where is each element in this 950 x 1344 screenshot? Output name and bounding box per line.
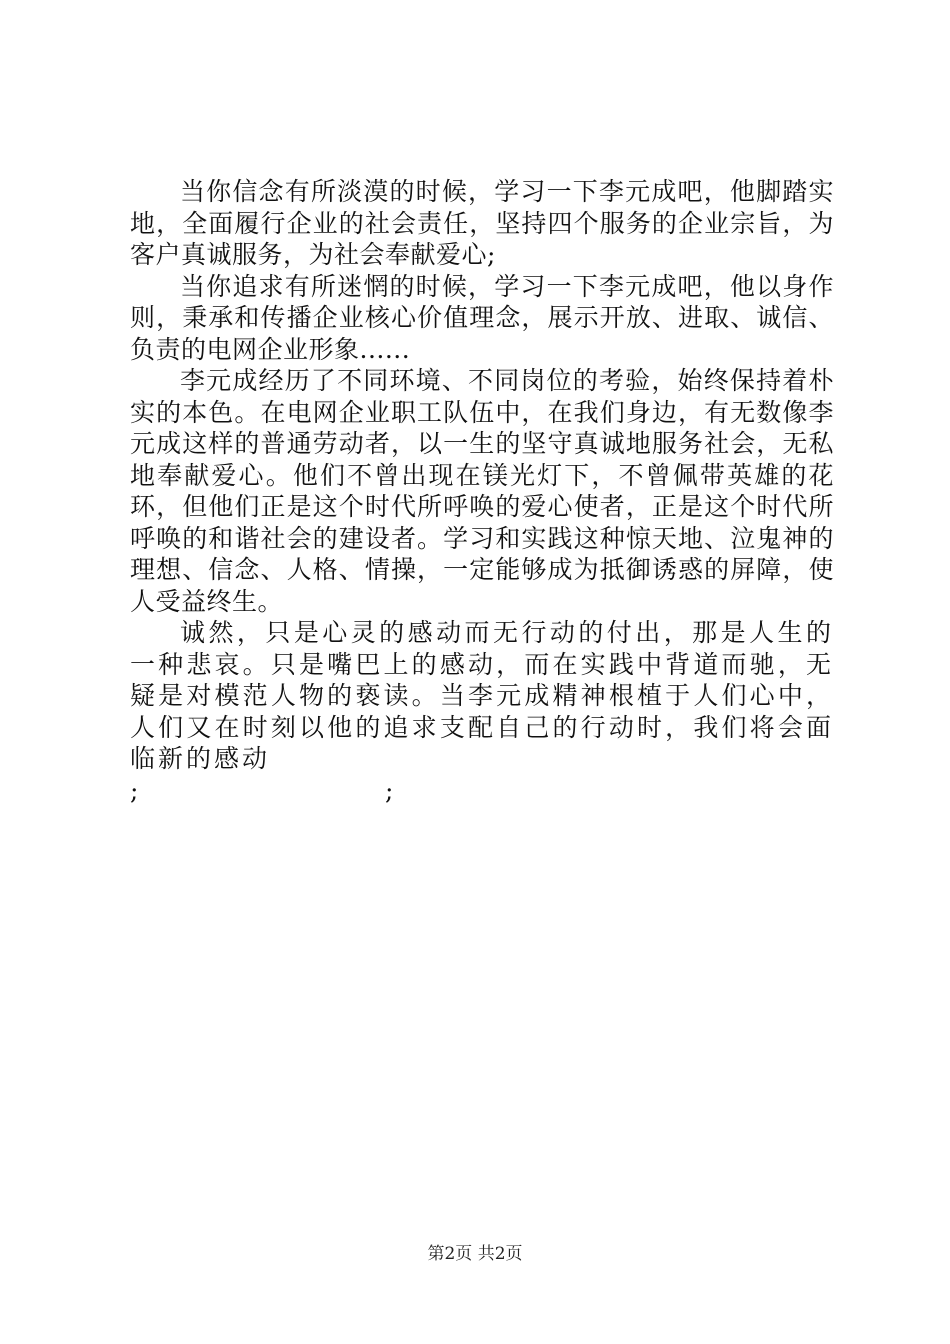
trailing-marks-line <box>130 775 834 807</box>
page-number-footer: 第2页 共2页 <box>427 1244 523 1264</box>
trailing-mark-1: ; <box>130 775 139 805</box>
trailing-mark-2: ; <box>385 775 394 805</box>
paragraph-2: 当你追求有所迷惘的时候，学习一下李元成吧，他以身作则，秉承和传播企业核心价值理念，展示开放、进取、诚信、负责的电网企业形象...... <box>130 271 834 364</box>
paragraph-3: 李元成经历了不同环境、不同岗位的考验，始终保持着朴实的本色。在电网企业职工队伍中，在我们身边，有无数像李元成这样的普通劳动者，以一生的坚守真诚地服务社会，无私地奉献爱心。他们不曾出现在镁光灯下，不曾佩带英雄的花环，但他们正是这个时代所呼唤的爱心使者，正是这个时代所呼唤的和谐社会的建设者。学习和实践这种惊天地、泣鬼神的理想、信念、人格、情操，一定能够成为抵御诱惑的屏障，使人受益终生。 <box>130 366 834 616</box>
paragraph-4: 诚然，只是心灵的感动而无行动的付出，那是人生的一种悲哀。只是嘴巴上的感动，而在实践中背道而驰，无疑是对模范人物的亵读。当李元成精神根植于人们心中，人们又在时刻以他的追求支配自己的行动时，我们将会面临新的感动 <box>130 618 834 773</box>
document-body <box>130 176 834 806</box>
paragraph-1: 当你信念有所淡漠的时候，学习一下李元成吧，他脚踏实地，全面履行企业的社会责任，坚持四个服务的企业宗旨，为客户真诚服务，为社会奉献爱心; <box>130 177 834 269</box>
